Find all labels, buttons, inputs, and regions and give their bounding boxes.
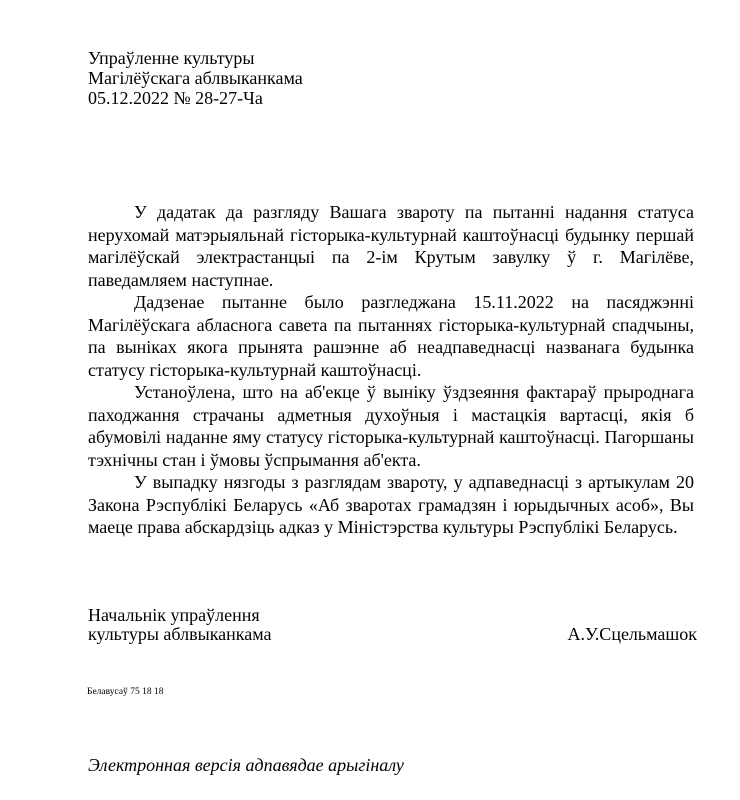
signer-title-line-2: культуры аблвыканкама (88, 624, 272, 644)
sender-block (88, 48, 303, 108)
executor-contact: Белавусаў 75 18 18 (87, 687, 164, 697)
electronic-version-note: Электронная версія адпавядае арыгіналу (88, 755, 404, 775)
body-paragraph-4: У выпадку нязгоды з разглядам звароту, у адпаведнасці з артыкулам 20 Закона Рэспублікі Беларусь «Аб зваротах грамадзян і юрыдычных асоб», Вы маеце права абскардзіць адказ у Міністэрства культуры Рэспублікі Беларусь. (88, 472, 694, 537)
body-paragraph-1: У дадатак да разгляду Вашага звароту па пытанні надання статуса нерухомай матэрыяльнай гісторыка-культурнай каштоўнасці будынку першай магілёўскай электрастанцыі па 2-ім Крутым завулку ў г. Магілёве, паведамляем наступнае. (88, 202, 694, 290)
signer-title-line-1: Начальнік упраўлення (88, 605, 260, 625)
body-paragraph-2: Дадзенае пытанне было разгледжана 15.11.2022 на пасяджэнні Магілёўскага абласнога савета па пытаннях гісторыка-культурнай спадчыны, па выніках якога прынята рашэнне аб неадпаведнасці названага будынка статусу гісторыка-культурнай каштоўнасці. (88, 292, 694, 380)
signer-name: А.У.Сцельмашок (567, 624, 697, 644)
sender-org-line-2: Магілёўскага аблвыканкама (88, 68, 303, 88)
letter-date-number: 05.12.2022 № 28-27-Ча (88, 88, 263, 108)
sender-org-line-1: Упраўленне культуры (88, 48, 255, 68)
letter-body (88, 201, 694, 539)
body-paragraph-3: Устаноўлена, што на аб'екце ў выніку ўздзеяння фактараў прыроднага паходжання страчаны адметныя духоўныя і мастацкія вартасці, якія б абумовілі наданне яму статусу гісторыка-культурнай каштоўнасці. Пагоршаны тэхнічны стан і ўмовы ўспрымання аб'екта. (88, 382, 694, 470)
signer-title (88, 606, 272, 644)
